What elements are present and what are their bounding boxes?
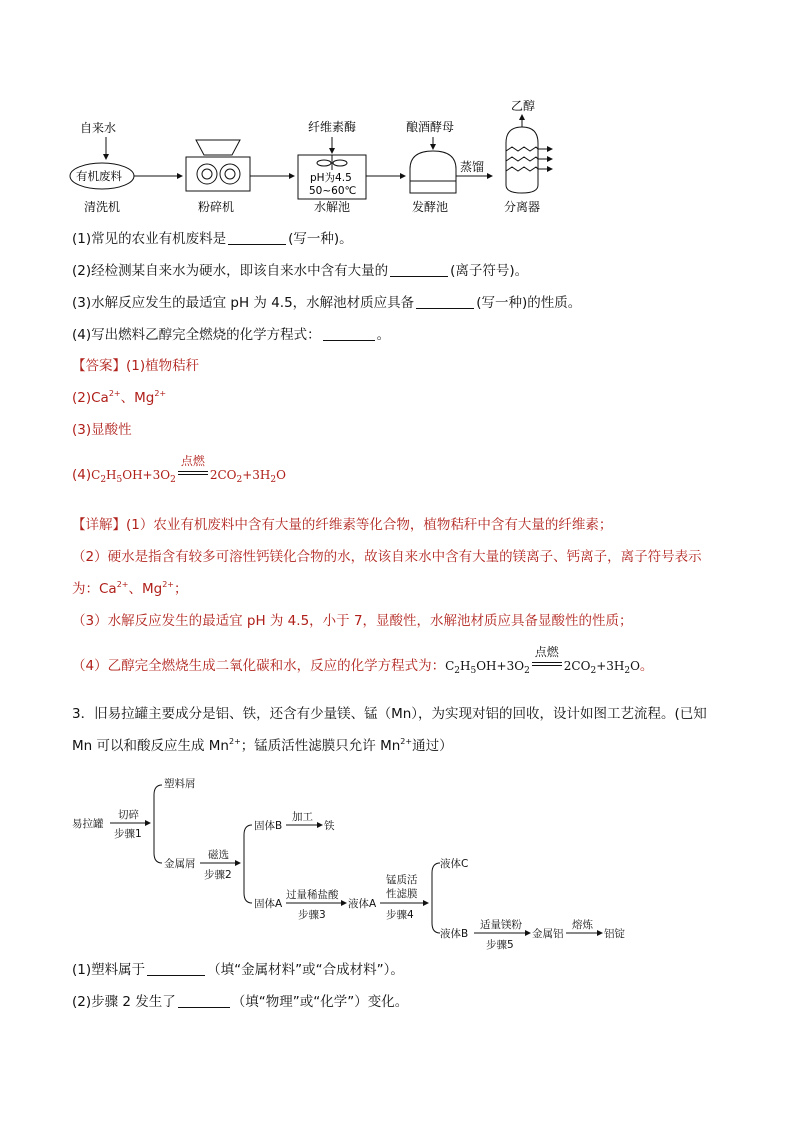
detail-2: （2）硬水是指含有较多可溶性钙镁化合物的水，故该自来水中含有大量的镁离子、钙离子，离子符号表示 [72,549,702,565]
metal-al-label: 金属铝 [532,928,564,940]
separator-caption: 分离器 [504,200,541,214]
process-label: 加工 [292,811,313,823]
question-2: (2)经检测某自来水为硬水，即该自来水中含有大量的 (离子符号)。 [72,263,529,279]
answer-2: $(2)Ca^{2+}$、$Mg^{2+}$ [72,389,167,406]
step1-label: 步骤1 [114,828,142,840]
washer-caption: 清洗机 [84,200,121,214]
fermenter-shape [410,151,456,193]
condition-label: 点燃 [534,645,559,659]
answer-tag: 【答案】 [72,358,126,374]
answer-4: $(4)C_2H_5OH+3O_2$ 点燃 $2CO_2+3H_2O$ [72,465,286,487]
detail-3: （3）水解反应发生的最适宜 pH 为 4.5，小于 7，显酸性，水解池材质应具备显酸性的性质； [72,613,633,629]
step3-label: 步骤3 [298,909,326,921]
cellulase-label: 纤维素酶 [308,120,357,134]
iron-label: 铁 [324,820,335,832]
magnet-label: 磁选 [208,849,229,861]
answer-1: 【答案】(1)植物秸秆 [72,358,200,374]
answer-blank [147,961,205,976]
answer-blank [416,294,474,309]
question-3-1: (1)塑料属于 （填“金属材料”或“合成材料”）。 [72,962,404,978]
step4-label: 步骤4 [386,909,414,921]
filter-label-1: 锰质活 [386,874,418,886]
question-3-stem-cont: Mn 可以和酸反应生成 $Mn^{2+}$；锰质活性滤膜只允许 $Mn^{2+}$通过） [72,737,453,754]
temperature-label: 50~60℃ [309,185,357,197]
fermenter-caption: 发酵池 [412,200,449,214]
answer-blank [228,230,286,245]
question-4: (4)写出燃料乙醇完全燃烧的化学方程式： 。 [72,327,391,343]
answer-blank [178,993,230,1008]
liquid-b-label: 液体B [440,928,469,940]
ethanol-label: 乙醇 [511,99,536,113]
tap-water-label: 自来水 [80,121,117,135]
question-3-stem: 3．旧易拉罐主要成分是铝、铁，还含有少量镁、锰（Mn），为实现对铝的回收，设计如图工艺流程。(已知 [72,706,707,722]
ethanol-process-diagram [60,95,580,220]
answer-blank [390,262,448,277]
filter-label-2: 性滤膜 [386,888,418,900]
detail-2-cont: 为：$Ca^{2+}$、$Mg^{2+}$； [72,580,188,597]
organic-waste-label: 有机废料 [76,169,122,183]
yeast-label: 酿酒酵母 [406,120,455,134]
cut-label: 切碎 [118,809,139,821]
acid-label: 过量稀盐酸 [286,889,339,901]
question-3: (3)水解反应发生的最适宜 pH 为 4.5，水解池材质应具备 (写一种)的性质。 [72,295,582,311]
liquid-c-label: 液体C [440,858,469,870]
detail-tag: 【详解】 [72,517,126,533]
plastic-label: 塑料屑 [164,778,196,790]
smelt-label: 熔炼 [572,919,593,931]
solid-a-label: 固体A [254,898,283,910]
metal-label: 金属屑 [164,858,196,870]
step5-label: 步骤5 [486,939,514,951]
combustion-equation-detail: $C_2H_5OH+3O_2$ 点燃 $2CO_2+3H_2O$ [445,659,640,673]
crusher-caption: 粉碎机 [198,200,235,214]
aluminum-recovery-flowchart [64,765,654,955]
combustion-equation: $C_2H_5OH+3O_2$ 点燃 $2CO_2+3H_2O$ [91,468,286,482]
detail-1: 【详解】(1）农业有机废料中含有大量的纤维素等化合物，植物秸秆中含有大量的纤维素； [72,517,613,533]
ingot-label: 铝锭 [604,928,625,940]
step2-label: 步骤2 [204,869,232,881]
liquid-a-label: 液体A [348,898,377,910]
distill-label: 蒸馏 [460,160,485,174]
detail-4: （4）乙醇完全燃烧生成二氧化碳和水，反应的化学方程式为：$C_2H_5OH+3O_2$ 点燃 $2CO_2+3H_2O$。 [72,656,653,678]
hydrolysis-caption: 水解池 [314,200,351,214]
question-1: (1)常见的农业有机废料是 (写一种)。 [72,231,353,247]
crusher-shape [186,140,250,191]
mg-powder-label: 适量镁粉 [480,919,522,931]
solid-b-label: 固体B [254,820,283,832]
question-3-2: (2)步骤 2 发生了 （填“物理”或“化学”）变化。 [72,994,409,1010]
answer-blank [323,326,375,341]
condition-label: 点燃 [180,454,205,468]
answer-3: (3)显酸性 [72,422,132,438]
separator-shape [506,127,552,193]
can-label: 易拉罐 [72,818,104,830]
ph-label: pH为4.5 [310,172,352,184]
